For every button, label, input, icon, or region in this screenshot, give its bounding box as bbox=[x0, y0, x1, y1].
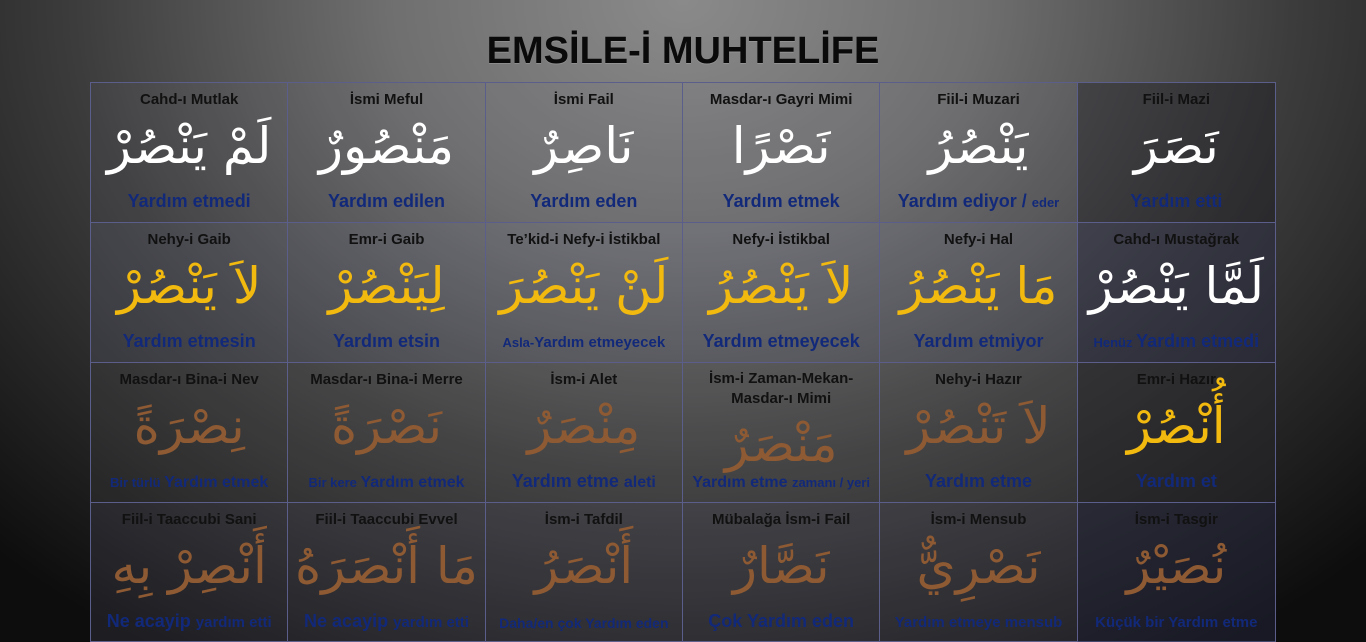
arabic-word: أَنْصَرُ bbox=[534, 537, 634, 595]
table-cell bbox=[486, 223, 683, 363]
cell-meaning: Çok Yardım eden bbox=[708, 611, 855, 631]
emsile-table bbox=[90, 82, 1276, 642]
arabic-word: نَصَرَ bbox=[1133, 117, 1219, 175]
cell-meaning: Henüz Yardım etmedi bbox=[1093, 331, 1260, 351]
table-cell bbox=[880, 363, 1077, 503]
cell-meaning: Daha/en çok Yardım eden bbox=[499, 615, 669, 631]
arabic-word: مَا أَنْصَرَهُ bbox=[295, 537, 478, 595]
arabic-word: لَنْ يَنْصُرَ bbox=[499, 257, 669, 315]
cell-meaning: Yardım etme bbox=[924, 471, 1033, 491]
table-cell bbox=[91, 503, 288, 642]
arabic-word: مِنْصَرٌ bbox=[527, 397, 641, 455]
cell-meaning: Yardım etmesin bbox=[122, 331, 256, 351]
cell-label: İsmi Meful bbox=[349, 91, 424, 108]
cell-meaning: Yardım etmek bbox=[722, 191, 840, 211]
cell-label: Cahd-ı Mutlak bbox=[139, 91, 239, 108]
page-title: EMSİLE-İ MUHTELİFE bbox=[486, 30, 880, 72]
cell-meaning: Asla-Yardım etmeyecek bbox=[502, 334, 666, 351]
table-cell bbox=[486, 363, 683, 503]
cell-label: Fiil-i Taaccubi Sani bbox=[121, 511, 257, 528]
cell-label: Fiil-i Mazi bbox=[1142, 91, 1211, 108]
cell-meaning: Küçük bir Yardım etme bbox=[1095, 614, 1258, 631]
cell-label: İsm-i Tasgir bbox=[1134, 511, 1218, 528]
arabic-word: نَصَّارٌ bbox=[732, 537, 830, 595]
cell-label: Masdar-ı Gayri Mimi bbox=[709, 91, 853, 108]
cell-meaning: Yardım etsin bbox=[332, 331, 441, 351]
cell-label: Nefy-i Hal bbox=[943, 231, 1014, 248]
arabic-word: نَصْرًا bbox=[731, 117, 831, 175]
arabic-word: لاَ تَنْصُرْ bbox=[906, 397, 1051, 455]
cell-meaning: Yardım etmeye mensub bbox=[894, 614, 1063, 631]
cell-label: Masdar-ı Bina-i Nev bbox=[119, 371, 259, 388]
arabic-word: لاَ يَنْصُرْ bbox=[116, 257, 262, 315]
table-cell bbox=[288, 223, 485, 363]
arabic-word: نَصْرِيٌّ bbox=[916, 537, 1041, 595]
table-cell bbox=[683, 223, 880, 363]
cell-label: İsm-i Mensub bbox=[930, 511, 1027, 528]
table-cell bbox=[288, 363, 485, 503]
arabic-word: نُصَيْرٌ bbox=[1126, 537, 1227, 595]
table-cell bbox=[486, 83, 683, 223]
cell-label: Fiil-i Muzari bbox=[937, 91, 1020, 108]
cell-meaning: Yardım etme zamanı / yeri bbox=[692, 474, 870, 491]
table-cell bbox=[683, 83, 880, 223]
table-cell bbox=[1078, 503, 1275, 642]
arabic-word: لاَ يَنْصُرُ bbox=[708, 257, 854, 315]
cell-label: Nehy-i Hazır bbox=[935, 371, 1022, 388]
cell-label: Emr-i Gaib bbox=[348, 231, 425, 248]
cell-label: Nefy-i İstikbal bbox=[732, 231, 830, 248]
arabic-word: أَنْصِرْ بِهِ bbox=[111, 537, 267, 595]
arabic-word: نِصْرَةً bbox=[133, 397, 245, 455]
cell-label: Emr-i Hazır bbox=[1136, 371, 1216, 388]
cell-label: Cahd-ı Mustağrak bbox=[1113, 231, 1240, 248]
arabic-word: مَنْصَرٌ bbox=[724, 415, 838, 473]
arabic-word: أُنْصُرْ bbox=[1126, 397, 1226, 455]
table-cell bbox=[91, 223, 288, 363]
cell-label: Te’kid-i Nefy-i İstikbal bbox=[507, 231, 661, 248]
cell-meaning: Yardım eden bbox=[530, 191, 638, 211]
cell-meaning: Bir türlü Yardım etmek bbox=[110, 474, 269, 491]
cell-label: İsm-i Alet bbox=[550, 371, 618, 388]
cell-label: İsm-i Zaman-Mekan-Masdar-ı Mimi bbox=[709, 370, 854, 407]
cell-label: İsm-i Tafdil bbox=[544, 511, 623, 528]
cell-meaning: Yardım etmedi bbox=[127, 191, 251, 211]
table-cell bbox=[288, 83, 485, 223]
arabic-word: مَا يَنْصُرُ bbox=[899, 257, 1058, 315]
arabic-word: مَنْصُورٌ bbox=[318, 117, 455, 175]
cell-meaning: Ne acayip yardım etti bbox=[106, 611, 272, 631]
cell-meaning: Yardım ediyor / eder bbox=[897, 191, 1060, 211]
arabic-word: لَمَّا يَنْصُرْ bbox=[1088, 257, 1264, 315]
cell-meaning: Yardım edilen bbox=[327, 191, 446, 211]
table-cell bbox=[683, 363, 880, 503]
cell-label: Masdar-ı Bina-i Merre bbox=[310, 371, 463, 388]
arabic-word: لَمْ يَنْصُرْ bbox=[106, 117, 272, 175]
arabic-word: نَاصِرٌ bbox=[534, 117, 634, 175]
arabic-word: لِيَنْصُرْ bbox=[328, 257, 445, 315]
arabic-word: نَصْرَةً bbox=[330, 397, 443, 455]
cell-label: Mübalağa İsm-i Fail bbox=[711, 511, 851, 528]
cell-label: Fiil-i Taaccubi Evvel bbox=[315, 511, 458, 528]
table-cell bbox=[1078, 223, 1275, 363]
cell-label: İsmi Fail bbox=[553, 91, 614, 108]
cell-meaning: Yardım et bbox=[1135, 471, 1217, 491]
table-cell bbox=[91, 83, 288, 223]
cell-label: Nehy-i Gaib bbox=[147, 231, 231, 248]
cell-meaning: Yardım etme aleti bbox=[511, 471, 656, 491]
table-cell bbox=[880, 223, 1077, 363]
cell-meaning: Ne acayip yardım etti bbox=[304, 611, 469, 631]
cell-meaning: Yardım etmiyor bbox=[913, 331, 1044, 351]
table-cell bbox=[486, 503, 683, 642]
table-cell bbox=[1078, 83, 1275, 223]
cell-meaning: Bir kere Yardım etmek bbox=[308, 474, 465, 491]
arabic-word: يَنْصُرُ bbox=[928, 117, 1029, 175]
cell-meaning: Yardım etti bbox=[1130, 191, 1223, 211]
table-cell bbox=[880, 503, 1077, 642]
table-cell bbox=[288, 503, 485, 642]
table-cell bbox=[91, 363, 288, 503]
cell-meaning: Yardım etmeyecek bbox=[702, 331, 860, 351]
table-cell bbox=[880, 83, 1077, 223]
table-cell bbox=[1078, 363, 1275, 503]
table-cell bbox=[683, 503, 880, 642]
